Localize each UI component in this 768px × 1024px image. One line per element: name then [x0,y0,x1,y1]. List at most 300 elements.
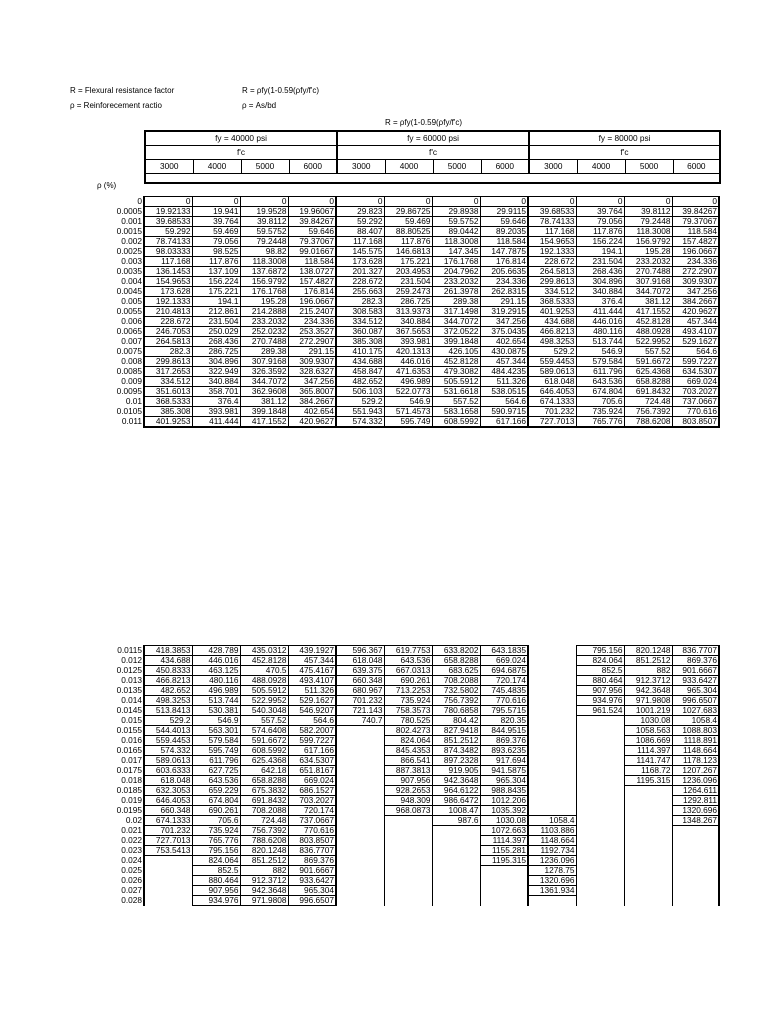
resistance-cell: 596.367 [336,646,384,656]
empty-cell [528,646,576,656]
empty-cell [144,866,192,876]
resistance-cell: 788.6208 [624,417,672,428]
empty-cell [576,846,624,856]
resistance-cell: 59.5752 [240,227,288,237]
resistance-cell: 89.0442 [432,227,480,237]
fc-value-header: 3000 [529,160,577,174]
fc-value-header: 5000 [625,160,673,174]
resistance-cell: 322.949 [192,367,240,377]
resistance-cell: 420.9627 [288,417,336,428]
resistance-cell: 480.116 [576,327,624,337]
resistance-cell: 450.8333 [144,666,192,676]
resistance-cell: 19.96067 [288,207,336,217]
resistance-cell: 1030.08 [624,716,672,726]
resistance-cell: 965.304 [480,776,528,786]
fc-value-header: 6000 [289,160,337,174]
resistance-cell: 1195.315 [624,776,672,786]
resistance-cell: 680.967 [336,686,384,696]
resistance-cell: 852.5 [576,666,624,676]
rho-value: 0.0135 [116,685,142,695]
resistance-cell: 136.1453 [144,267,192,277]
resistance-cell: 493.4107 [288,676,336,686]
resistance-cell: 1195.315 [480,856,528,866]
resistance-cell: 1072.663 [480,826,528,836]
resistance-cell: 996.6507 [288,896,336,906]
resistance-cell: 721.143 [336,706,384,716]
table-row [96,237,719,247]
resistance-cell: 118.584 [672,227,719,237]
rho-value: 0.028 [121,895,142,905]
resistance-cell: 457.344 [288,656,336,666]
rho-value: 0.022 [121,835,142,845]
resistance-cell: 770.616 [480,696,528,706]
resistance-cell: 194.1 [576,247,624,257]
resistance-cell: 368.5333 [528,297,576,307]
resistance-cell: 59.646 [288,227,336,237]
rho-value: 0.0075 [116,346,142,356]
table-row [96,417,719,428]
resistance-cell: 820.1248 [624,646,672,656]
rho-value: 0.0085 [116,366,142,376]
resistance-cell: 496.989 [192,686,240,696]
resistance-cell: 942.3648 [432,776,480,786]
table-row [96,357,719,367]
resistance-cell: 522.9952 [624,337,672,347]
rho-value: 0.007 [121,336,142,346]
resistance-cell: 299.8613 [144,357,192,367]
empty-cell [384,856,432,866]
fy-80000-header: fy = 80000 psi [529,131,720,146]
resistance-cell: 1264.611 [672,786,719,796]
resistance-cell: 308.583 [336,307,384,317]
table-row [96,876,719,886]
resistance-cell: 643.536 [384,656,432,666]
resistance-cell: 589.0613 [144,756,192,766]
resistance-cell: 674.1333 [144,816,192,826]
table-row [96,856,719,866]
resistance-cell: 851.2512 [624,656,672,666]
rho-value: 0.0065 [116,326,142,336]
resistance-cell: 824.064 [576,656,624,666]
resistance-cell: 765.776 [576,417,624,428]
resistance-cell: 384.2667 [672,297,719,307]
empty-cell [336,746,384,756]
resistance-cell: 965.304 [672,686,719,696]
fc-header: f'c [529,146,720,160]
empty-cell [576,796,624,806]
resistance-cell: 948.309 [384,796,432,806]
resistance-cell: 735.924 [192,826,240,836]
resistance-cell: 384.2667 [288,397,336,407]
resistance-cell: 471.6353 [384,367,432,377]
resistance-cell: 340.884 [576,287,624,297]
table-row [96,646,719,656]
resistance-cell: 1086.669 [624,736,672,746]
resistance-cell: 720.174 [288,806,336,816]
resistance-cell: 795.5715 [480,706,528,716]
table-row [96,267,719,277]
empty-cell [576,826,624,836]
empty-cell [672,826,719,836]
empty-cell [432,826,480,836]
resistance-cell: 907.956 [384,776,432,786]
resistance-cell: 618.048 [144,776,192,786]
table-row [96,866,719,876]
rho-value: 0.019 [121,795,142,805]
table-row [96,816,719,826]
resistance-cell: 968.0873 [384,806,432,816]
rho-value: 0.0095 [116,386,142,396]
resistance-cell: 137.6872 [240,267,288,277]
resistance-cell: 701.232 [528,407,576,417]
resistance-cell: 458.847 [336,367,384,377]
empty-cell [144,896,192,906]
resistance-cell: 205.6635 [480,267,528,277]
resistance-cell: 118.3008 [240,257,288,267]
resistance-cell: 887.3813 [384,766,432,776]
resistance-cell: 611.796 [576,367,624,377]
resistance-cell: 39.68533 [528,207,576,217]
resistance-cell: 411.444 [576,307,624,317]
resistance-cell: 117.876 [384,237,432,247]
table-row [96,337,719,347]
resistance-cell: 897.2328 [432,756,480,766]
resistance-cell: 513.744 [192,696,240,706]
rho-value: 0.006 [121,316,142,326]
resistance-cell: 0 [576,197,624,207]
resistance-cell: 1320.696 [672,806,719,816]
resistance-cell: 540.3048 [240,706,288,716]
empty-cell [336,856,384,866]
resistance-cell: 880.464 [192,876,240,886]
empty-cell [336,846,384,856]
table-row [96,656,719,666]
empty-cell [528,756,576,766]
resistance-cell: 147.7875 [480,247,528,257]
resistance-cell: 732.5802 [432,686,480,696]
empty-cell [144,886,192,896]
empty-cell [672,896,719,906]
resistance-cell: 590.9715 [480,407,528,417]
table-row [96,786,719,796]
resistance-cell: 795.156 [192,846,240,856]
empty-cell [624,806,672,816]
resistance-cell: 669.024 [480,656,528,666]
empty-cell [384,846,432,856]
resistance-cell: 574.332 [336,417,384,428]
table-row [96,666,719,676]
resistance-cell: 210.4813 [144,307,192,317]
rho-value: 0 [137,196,142,206]
resistance-cell: 1148.664 [528,836,576,846]
resistance-cell: 79.056 [576,217,624,227]
resistance-cell: 851.2512 [240,856,288,866]
resistance-cell: 1118.891 [672,736,719,746]
resistance-cell: 917.694 [480,756,528,766]
resistance-cell: 546.9 [576,347,624,357]
resistance-cell: 117.876 [576,227,624,237]
resistance-cell: 192.1333 [528,247,576,257]
empty-cell [384,886,432,896]
resistance-cell: 942.3648 [624,686,672,696]
empty-cell [384,866,432,876]
resistance-cell: 264.5813 [528,267,576,277]
resistance-cell: 381.12 [624,297,672,307]
resistance-cell: 727.7013 [528,417,576,428]
resistance-cell: 901.6667 [288,866,336,876]
fy-header-row [145,131,720,146]
resistance-cell: 156.224 [576,237,624,247]
resistance-cell: 268.436 [576,267,624,277]
empty-cell [528,896,576,906]
resistance-cell: 195.28 [240,297,288,307]
resistance-cell: 39.84267 [288,217,336,227]
resistance-cell: 866.541 [384,756,432,766]
resistance-cell: 942.3648 [240,886,288,896]
empty-cell [528,806,576,816]
resistance-cell: 557.52 [624,347,672,357]
rho-value: 0.018 [121,775,142,785]
resistance-cell: 658.8288 [432,656,480,666]
resistance-cell: 79.2448 [240,237,288,247]
rho-value: 0.0115 [117,645,142,655]
resistance-cell: 286.725 [384,297,432,307]
resistance-cell: 627.725 [192,766,240,776]
resistance-cell: 89.2035 [480,227,528,237]
table-row [96,207,719,217]
resistance-cell: 683.625 [432,666,480,676]
resistance-cell: 756.7392 [240,826,288,836]
resistance-cell: 795.156 [576,646,624,656]
resistance-cell: 39.8112 [624,207,672,217]
empty-cell [576,856,624,866]
empty-cell [576,736,624,746]
resistance-cell: 145.575 [336,247,384,257]
empty-cell [528,786,576,796]
resistance-cell: 291.15 [480,297,528,307]
resistance-cell: 803.8507 [288,836,336,846]
resistance-cell: 753.5413 [144,846,192,856]
resistance-cell: 1141.747 [624,756,672,766]
resistance-cell: 674.804 [576,387,624,397]
table-row [96,377,719,387]
resistance-cell: 0 [480,197,528,207]
empty-cell [144,876,192,886]
resistance-cell: 234.336 [672,257,719,267]
resistance-cell: 1035.392 [480,806,528,816]
resistance-cell: 756.7392 [432,696,480,706]
resistance-cell: 1012.206 [480,796,528,806]
rho-value: 0.017 [121,755,142,765]
resistance-cell: 326.3592 [240,367,288,377]
resistance-cell: 39.8112 [240,217,288,227]
resistance-cell: 907.956 [576,686,624,696]
resistance-cell: 118.3008 [624,227,672,237]
resistance-cell: 559.4453 [144,736,192,746]
resistance-cell: 713.2253 [384,686,432,696]
resistance-cell: 928.2653 [384,786,432,796]
resistance-cell: 270.7488 [624,267,672,277]
table-title: R = ρfy(1-0.59(ρfy/f'c) [385,118,463,127]
resistance-cell: 39.84267 [672,207,719,217]
empty-cell [336,836,384,846]
table-row [96,367,719,377]
resistance-cell: 780.6858 [432,706,480,716]
resistance-cell: 29.823 [336,207,384,217]
empty-cell [528,676,576,686]
resistance-cell: 268.436 [192,337,240,347]
resistance-cell: 964.6122 [432,786,480,796]
empty-cell [336,806,384,816]
resistance-cell: 88.407 [336,227,384,237]
resistance-cell: 428.789 [192,646,240,656]
strength-header-row [145,160,720,174]
rho-value: 0.024 [121,855,142,865]
spacer-cell [145,174,720,184]
fy-60000-header: fy = 60000 psi [337,131,529,146]
resistance-cell: 488.0928 [624,327,672,337]
resistance-cell: 255.663 [336,287,384,297]
resistance-cell: 691.8432 [240,796,288,806]
resistance-cell: 156.9792 [240,277,288,287]
resistance-cell: 376.4 [192,397,240,407]
resistance-cell: 498.3253 [144,696,192,706]
resistance-cell: 708.2088 [432,676,480,686]
resistance-cell: 156.224 [192,277,240,287]
resistance-cell: 564.6 [672,347,719,357]
resistance-cell: 196.0667 [672,247,719,257]
resistance-cell: 912.3712 [240,876,288,886]
empty-cell [432,896,480,906]
empty-cell [672,836,719,846]
resistance-cell: 564.6 [480,397,528,407]
rho-value: 0.026 [121,875,142,885]
rho-value: 0.0145 [116,705,142,715]
table-row [96,846,719,856]
resistance-cell: 836.7707 [288,846,336,856]
empty-cell [576,896,624,906]
resistance-cell: 347.256 [480,317,528,327]
resistance-cell: 340.884 [384,317,432,327]
resistance-cell: 344.7072 [240,377,288,387]
table-row [96,826,719,836]
resistance-cell: 1278.75 [528,866,576,876]
table-row [96,247,719,257]
rho-value: 0.0055 [116,306,142,316]
resistance-cell: 138.0727 [288,267,336,277]
table-row [96,896,719,906]
rho-value: 0.02 [125,815,142,825]
resistance-cell: 496.989 [384,377,432,387]
resistance-cell: 1361.934 [528,886,576,896]
resistance-cell: 29.9115 [480,207,528,217]
resistance-cell: 434.688 [528,317,576,327]
resistance-cell: 1058.4 [672,716,719,726]
rho-column-header: ρ (%) [97,181,117,190]
rho-value: 0.003 [121,256,142,266]
table-row [96,317,719,327]
resistance-cell: 307.9168 [624,277,672,287]
empty-cell [576,836,624,846]
resistance-cell: 674.1333 [528,397,576,407]
resistance-cell: 259.2473 [384,287,432,297]
resistance-cell: 735.924 [576,407,624,417]
table-row [96,726,719,736]
table-row [96,347,719,357]
resistance-cell: 334.512 [336,317,384,327]
rho-value: 0.0035 [116,266,142,276]
rho-value: 0.008 [121,356,142,366]
resistance-cell: 703.2027 [672,387,719,397]
resistance-cell: 117.168 [528,227,576,237]
table-row [96,886,719,896]
resistance-cell: 118.3008 [432,237,480,247]
resistance-cell: 246.7053 [144,327,192,337]
resistance-cell: 253.3527 [288,327,336,337]
empty-cell [576,716,624,726]
resistance-cell: 617.166 [288,746,336,756]
resistance-cell: 1192.734 [528,846,576,856]
resistance-cell: 720.174 [480,676,528,686]
resistance-cell: 340.884 [192,377,240,387]
resistance-cell: 1320.696 [528,876,576,886]
empty-cell [432,866,480,876]
empty-cell [384,896,432,906]
resistance-cell: 231.504 [384,277,432,287]
empty-cell [528,706,576,716]
resistance-cell: 88.80525 [384,227,432,237]
empty-cell [576,806,624,816]
resistance-cell: 466.8213 [528,327,576,337]
empty-cell [336,866,384,876]
resistance-cell: 591.6672 [240,736,288,746]
resistance-cell: 642.18 [240,766,288,776]
rho-value: 0.0045 [116,286,142,296]
resistance-cell: 1114.397 [624,746,672,756]
table-row [96,696,719,706]
resistance-cell: 758.3573 [384,706,432,716]
resistance-cell: 410.175 [336,347,384,357]
table-row [96,746,719,756]
empty-cell [528,736,576,746]
resistance-cell: 574.6408 [240,726,288,736]
resistance-cell: 971.9808 [624,696,672,706]
resistance-cell: 529.1627 [288,696,336,706]
resistance-cell: 802.4273 [384,726,432,736]
resistance-cell: 901.6667 [672,666,719,676]
resistance-cell: 351.6013 [144,387,192,397]
resistance-cell: 513.8413 [144,706,192,716]
resistance-cell: 646.4053 [144,796,192,806]
resistance-cell: 986.6472 [432,796,480,806]
resistance-cell: 625.4368 [240,756,288,766]
resistance-cell: 643.1835 [480,646,528,656]
resistance-cell: 824.064 [384,736,432,746]
resistance-cell: 1027.683 [672,706,719,716]
resistance-cell: 844.9515 [480,726,528,736]
resistance-cell: 402.654 [288,407,336,417]
resistance-cell: 98.525 [192,247,240,257]
empty-cell [336,796,384,806]
fc-value-header: 4000 [385,160,433,174]
table-row [96,227,719,237]
resistance-cell: 880.464 [576,676,624,686]
resistance-cell: 820.1248 [240,846,288,856]
resistance-cell: 173.628 [144,287,192,297]
resistance-cell: 282.3 [144,347,192,357]
resistance-cell: 571.4573 [384,407,432,417]
resistance-cell: 446.016 [192,656,240,666]
